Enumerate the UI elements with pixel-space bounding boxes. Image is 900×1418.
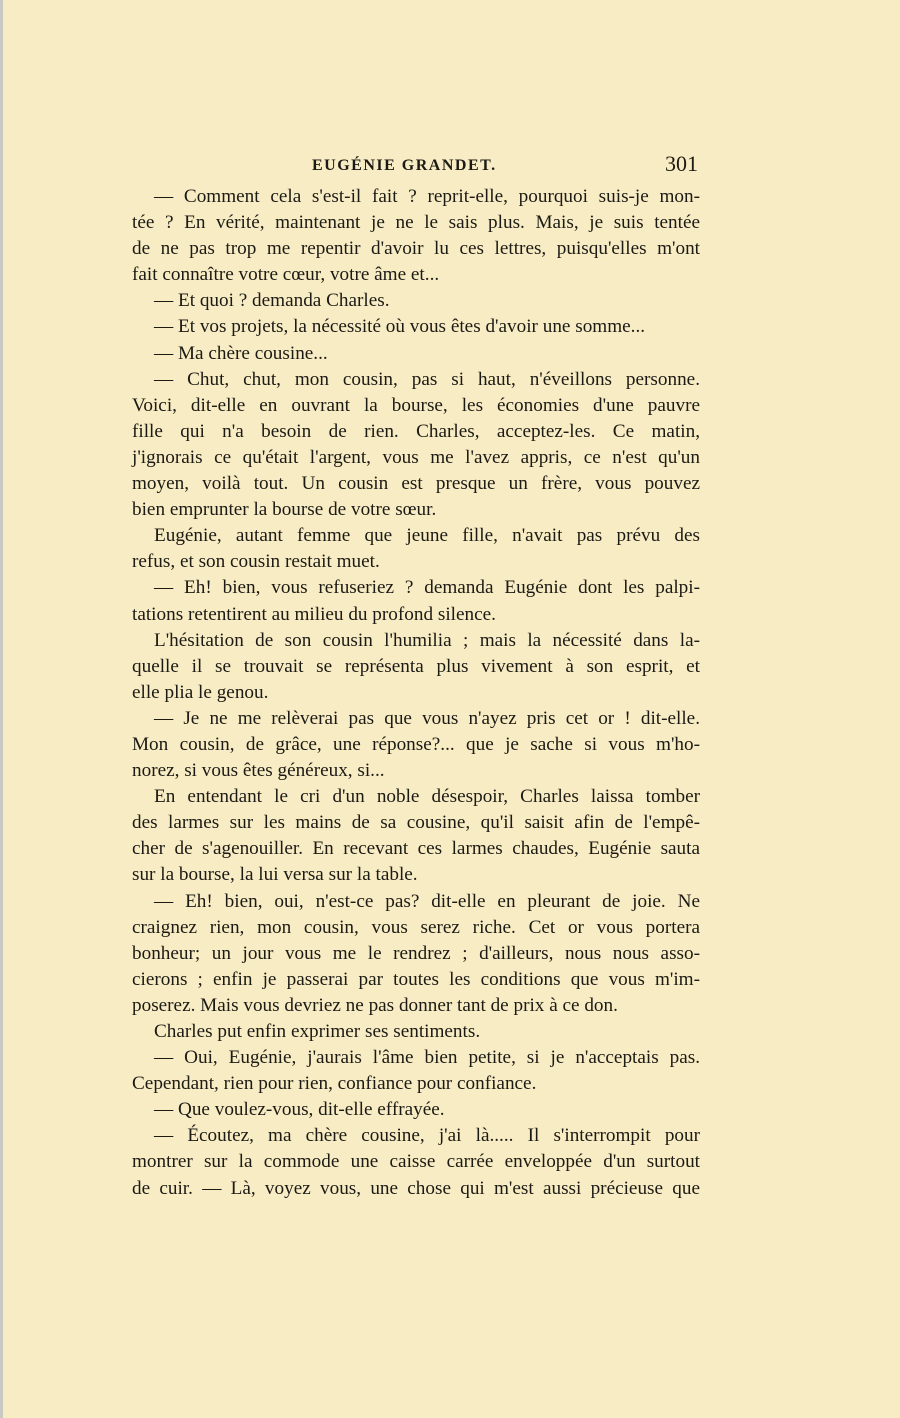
text-line: — Que voulez-vous, dit-elle effrayée.: [154, 1099, 445, 1121]
text-line: j'ignorais ce qu'était l'argent, vous me l'avez appris, ce n'est qu'un: [132, 446, 700, 468]
text-line: — Et quoi ? demanda Charles.: [154, 290, 390, 312]
text-line: fait connaître votre cœur, votre âme et...: [132, 264, 440, 286]
text-line: montrer sur la commode une caisse carrée enveloppée d'un surtout: [132, 1151, 700, 1173]
text-line: sur la bourse, la lui versa sur la table.: [132, 864, 418, 886]
text-line: craignez rien, mon cousin, vous serez riche. Cet or vous portera: [132, 916, 700, 938]
page-header: [132, 151, 700, 179]
text-line: Mon cousin, de grâce, une réponse?... que je sache si vous m'ho-: [132, 733, 700, 755]
page-number: 301: [665, 151, 698, 176]
text-line: de ne pas trop me repentir d'avoir lu ces lettres, puisqu'elles m'ont: [132, 238, 700, 260]
text-line: quelle il se trouvait se représenta plus vivement à son esprit, et: [132, 655, 700, 677]
text-line: — Ma chère cousine...: [154, 342, 328, 364]
text-line: bien emprunter la bourse de votre sœur.: [132, 499, 437, 521]
text-line: — Je ne me relèverai pas que vous n'ayez pris cet or ! dit-elle.: [154, 707, 700, 729]
text-line: des larmes sur les mains de sa cousine, qu'il saisit afin de l'empê-: [132, 812, 700, 834]
text-line: Cependant, rien pour rien, confiance pour confiance.: [132, 1073, 537, 1095]
text-line: — Eh! bien, oui, n'est-ce pas? dit-elle en pleurant de joie. Ne: [154, 890, 700, 912]
text-line: cher de s'agenouiller. En recevant ces larmes chaudes, Eugénie sauta: [132, 838, 700, 860]
text-line: norez, si vous êtes généreux, si...: [132, 760, 385, 782]
text-line: fille qui n'a besoin de rien. Charles, acceptez-les. Ce matin,: [132, 420, 700, 442]
text-line: Voici, dit-elle en ouvrant la bourse, les économies d'une pauvre: [132, 394, 700, 416]
text-line: moyen, voilà tout. Un cousin est presque un frère, vous pouvez: [132, 473, 700, 495]
running-title: EUGÉNIE GRANDET.: [312, 157, 497, 174]
text-line: refus, et son cousin restait muet.: [132, 551, 380, 573]
text-line: cierons ; enfin je passerai par toutes les conditions que vous m'im-: [132, 968, 700, 990]
text-line: tations retentirent au milieu du profond silence.: [132, 603, 496, 625]
text-line: — Écoutez, ma chère cousine, j'ai là..... Il s'interrompit pour: [154, 1125, 700, 1147]
text-line: bonheur; un jour vous me le rendrez ; d'ailleurs, nous nous asso-: [132, 942, 700, 964]
text-line: L'hésitation de son cousin l'humilia ; mais la nécessité dans la-: [154, 629, 700, 651]
text-line: — Chut, chut, mon cousin, pas si haut, n'éveillons personne.: [154, 368, 700, 390]
text-line: — Eh! bien, vous refuseriez ? demanda Eugénie dont les palpi-: [154, 577, 700, 599]
text-line: Eugénie, autant femme que jeune fille, n'avait pas prévu des: [154, 525, 700, 547]
text-line: de cuir. — Là, voyez vous, une chose qui m'est aussi précieuse que: [132, 1177, 700, 1199]
text-line: Charles put enfin exprimer ses sentiments.: [154, 1021, 481, 1042]
text-line: elle plia le genou.: [132, 681, 269, 703]
text-line: En entendant le cri d'un noble désespoir, Charles laissa tomber: [154, 786, 700, 808]
text-line: tée ? En vérité, maintenant je ne le sais plus. Mais, je suis tentée: [132, 212, 700, 234]
text-line: — Et vos projets, la nécessité où vous êtes d'avoir une somme...: [154, 316, 646, 338]
text-line: poserez. Mais vous devriez ne pas donner tant de prix à ce don.: [132, 994, 618, 1016]
body-text: [132, 184, 700, 1202]
page-edge: [0, 0, 3, 1418]
text-line: — Oui, Eugénie, j'aurais l'âme bien petite, si je n'acceptais pas.: [154, 1047, 700, 1069]
text-line: — Comment cela s'est-il fait ? reprit-elle, pourquoi suis-je mon-: [154, 186, 700, 207]
